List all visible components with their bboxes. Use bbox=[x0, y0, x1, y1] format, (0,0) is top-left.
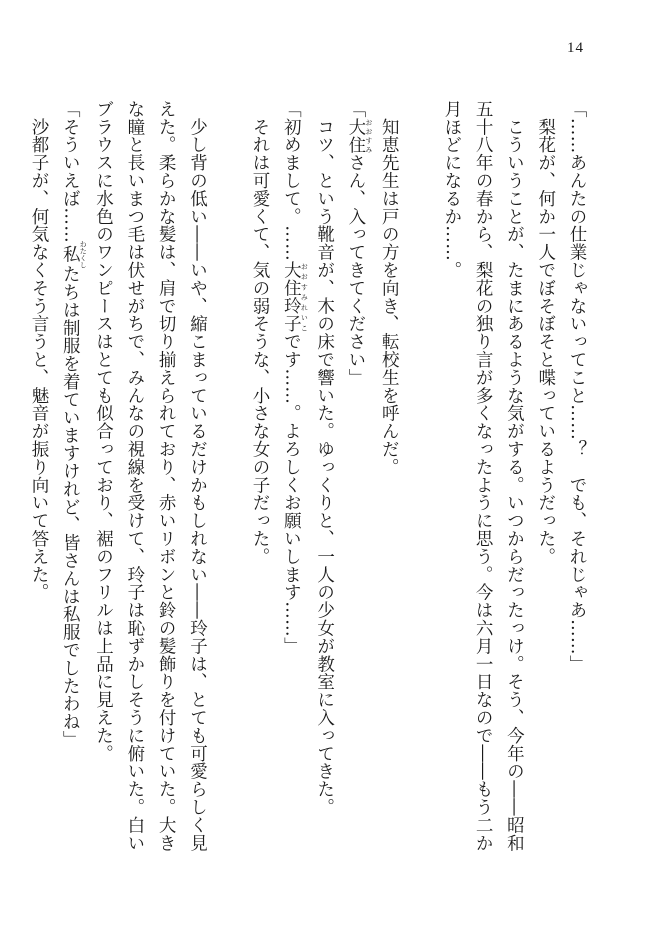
dialogue-text: 「 bbox=[345, 100, 366, 118]
text-line: 少し背の低い――いや、縮こまっているだけかもしれない――玲子は、とても可愛らしく見 bbox=[187, 100, 208, 852]
text-line: それは可愛くて、気の弱そうな、小さな女の子だった。 bbox=[250, 100, 271, 566]
paragraph-gap bbox=[404, 100, 435, 860]
ruby-reading: わたくし bbox=[79, 240, 88, 269]
dialogue-line bbox=[54, 100, 87, 860]
text-line: 知恵先生は戸の方を向き、転校生を呼んだ。 bbox=[379, 100, 400, 476]
text-line: コツ、という靴音が、木の床で響いた。ゆっくりと、一人の少女が教室に入ってきた。 bbox=[314, 100, 335, 816]
dialogue-line bbox=[340, 100, 373, 860]
dialogue-text: さん、入ってきてください」 bbox=[345, 153, 366, 387]
text-line: こういうことが、たまにあるような気がする。いつからだったっけ。そう、今年の――昭和 bbox=[504, 100, 525, 852]
page-number: 14 bbox=[567, 40, 584, 56]
text-line: な瞳と長いまつ毛は伏せがちで、みんなの視線を受けて、玲子は恥ずかしそうに俯いた。白い bbox=[124, 100, 145, 852]
text-line: えた。柔らかな髪は、肩で切り揃えられており、赤いリボンと鈴の髪飾りを付けていた。大き bbox=[156, 100, 177, 852]
dialogue-text: です……。よろしくお願いします……」 bbox=[281, 332, 302, 655]
dialogue-text: たちは制服を着ていますけれど、皆さんは私服でしたわね」 bbox=[60, 265, 81, 749]
ruby-pronoun bbox=[60, 240, 88, 269]
ruby-name bbox=[281, 261, 309, 333]
ruby-base: 大住玲子 bbox=[281, 261, 302, 333]
text-line: 月ほどになるか……。 bbox=[441, 100, 462, 279]
ruby-reading: おおすみれいこ bbox=[300, 261, 309, 333]
ruby-reading: おおすみ bbox=[364, 117, 373, 154]
dialogue-line bbox=[275, 100, 308, 860]
text-line: 「……あんたの仕業じゃないってこと……？ でも、それじゃあ……」 bbox=[567, 100, 587, 673]
dialogue-text: 「初めまして。…… bbox=[281, 100, 302, 262]
dialogue-text: 「そういえば…… bbox=[60, 100, 81, 244]
text-line: ブラウスに水色のワンピースはとても似合っており、裾のフリルは上品に見えた。 bbox=[93, 100, 114, 763]
ruby-name bbox=[345, 117, 373, 154]
text-line: 沙都子が、何気なくそう言うと、魅音が振り向いて答えた。 bbox=[28, 100, 49, 602]
ruby-base: 大住 bbox=[345, 117, 366, 154]
text-line: 五十八年の春から、梨花の独り言が多くなったように思う。今は六月一日なので――もう二か bbox=[473, 100, 494, 852]
ruby-base: 私 bbox=[60, 240, 81, 269]
paragraph-gap bbox=[212, 100, 243, 860]
novel-text-body bbox=[28, 100, 592, 860]
text-line: 梨花が、何か一人でぼそぼそと喋っているようだった。 bbox=[535, 100, 556, 566]
